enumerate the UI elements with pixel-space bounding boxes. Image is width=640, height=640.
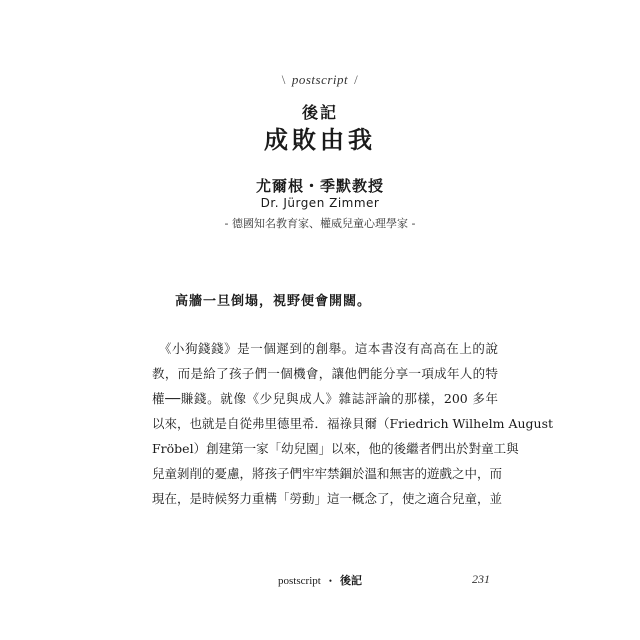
body-line: 《小狗錢錢》是一個遲到的創舉。這本書沒有高高在上的說 — [152, 341, 498, 356]
section-label: 後記 — [301, 103, 338, 122]
slash-right: / — [354, 72, 359, 87]
author-name-zh: 尤爾根・季默教授 — [255, 177, 384, 195]
body-line: Fröbel）創建第一家「幼兒園」以來，他的後繼者們出於對童工與 — [152, 441, 519, 456]
body-line: 現在，是時候努力重構「勞動」這一概念了，使之適合兒童，並 — [152, 491, 503, 506]
author-description: - 德國知名教育家、權威兒童心理學家 - — [224, 217, 416, 230]
separator-dot: • — [328, 576, 332, 586]
running-head — [0, 572, 640, 588]
postscript-label: postscript — [291, 72, 349, 87]
body-line: 以來，也就是自從弗里德里希．福祿貝爾（Friedrich Wilhelm August — [152, 416, 554, 431]
postscript-tag — [0, 72, 640, 88]
body-line: 教，而是給了孩子們一個機會，讓他們能分享一項成年人的特 — [152, 366, 498, 381]
epigraph: 高牆一旦倒塌，視野便會開闊。 — [175, 294, 372, 309]
page-number: 231 — [472, 572, 490, 586]
body-text — [152, 336, 554, 511]
running-head-zh: 後記 — [339, 574, 362, 587]
running-head-en: postscript — [278, 575, 321, 587]
body-line: 權──賺錢。就像《少兒與成人》雜誌評論的那樣，200 多年 — [152, 391, 498, 406]
body-line: 兒童剝削的憂慮，將孩子們牢牢禁錮於溫和無害的遊戲之中，而 — [152, 466, 503, 481]
slash-left: \ — [281, 72, 286, 87]
chapter-title: 成敗由我 — [264, 125, 376, 154]
author-name-en: Dr. Jürgen Zimmer — [260, 196, 380, 210]
